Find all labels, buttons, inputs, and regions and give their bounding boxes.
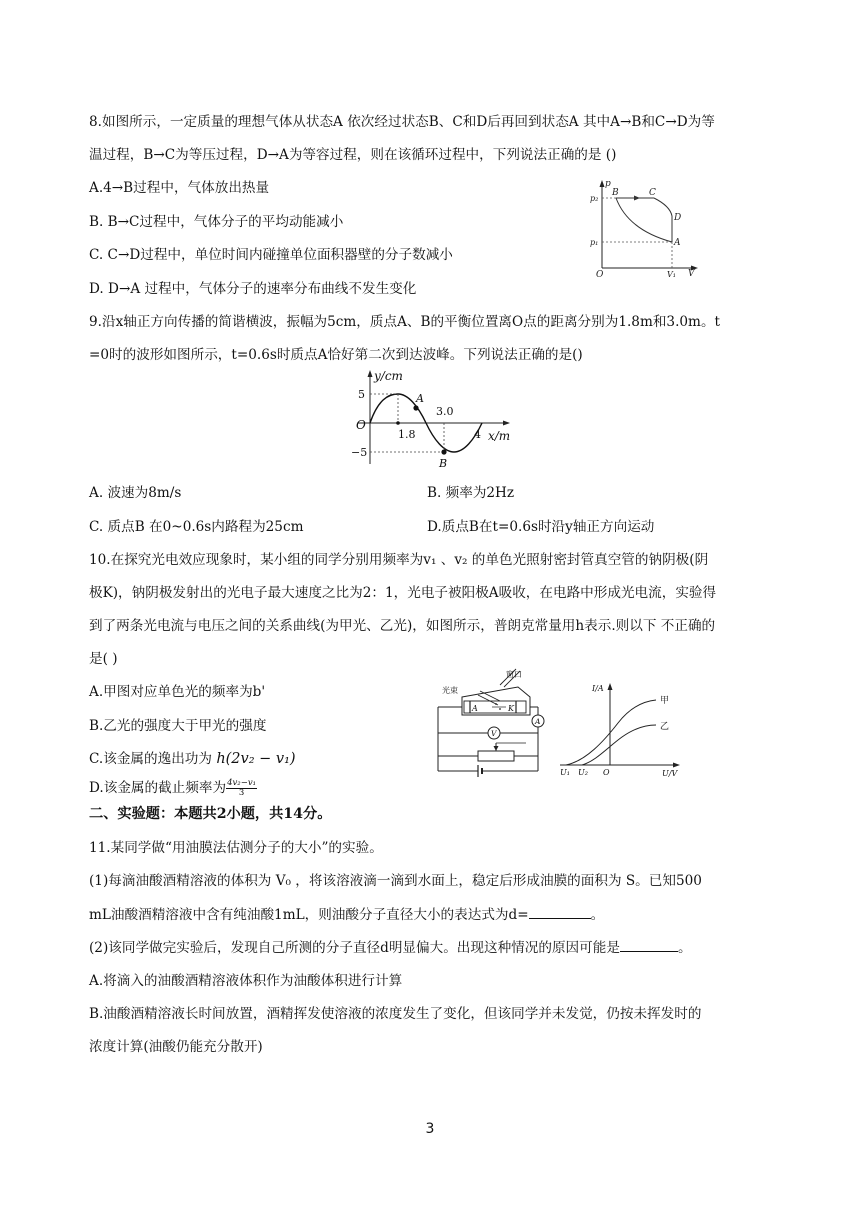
q8-point-b: B bbox=[612, 188, 619, 198]
q11-part1-end: 。 bbox=[590, 907, 605, 923]
q9-option-b: B. 频率为2Hz bbox=[427, 485, 515, 501]
q10-label-yi: 乙 bbox=[660, 722, 670, 732]
q10-option-c-text: C.该金属的逸出功为 bbox=[89, 751, 217, 767]
q11-part1-text: mL油酸酒精溶液中含有纯油酸1mL，则油酸分子直径大小的表达式为d= bbox=[89, 907, 529, 923]
q10-fraction-denominator: 3 bbox=[238, 788, 245, 798]
q8-option-a: A.4→B过程中，气体放出热量 bbox=[89, 180, 270, 196]
q8-label-v1: V₁ bbox=[667, 270, 676, 279]
q9-tick-1-8: 1.8 bbox=[398, 428, 416, 441]
q11-part1-line2 bbox=[89, 906, 604, 924]
q9-tick-5: 5 bbox=[358, 388, 365, 401]
q8-axis-v: V bbox=[688, 269, 695, 279]
q10-label-u1: U₁ bbox=[560, 768, 570, 777]
q8-point-a: A bbox=[674, 238, 681, 248]
q9-tick-neg5: −5 bbox=[351, 446, 368, 459]
page-number: 3 bbox=[425, 1121, 435, 1137]
q10-label-beam: 光束 bbox=[442, 686, 458, 695]
q10-stem-line2: 极K)，钠阴极发射出的光电子最大速度之比为2：1，光电子被阳极A吸收，在电路中形成光电流，实验得 bbox=[89, 585, 717, 601]
q10-axis-i: I/A bbox=[592, 684, 604, 693]
q10-option-d bbox=[89, 779, 257, 798]
q8-origin: O bbox=[596, 270, 604, 280]
q9-tick-4: 4 bbox=[474, 428, 481, 441]
q10-stem-line3: 到了两条光电流与电压之间的关系曲线(为甲光、乙光)，如图所示，普朗克常量用h表示.则以下 不正确的 bbox=[89, 618, 716, 634]
q10-label-u2: U₂ bbox=[578, 768, 588, 777]
q9-tick-3-0: 3.0 bbox=[436, 405, 454, 418]
q9-option-c: C. 质点B 在0~0.6s内路程为25cm bbox=[89, 519, 304, 535]
q9-axis-x: x/m bbox=[488, 429, 511, 443]
q11-stem: 11.某同学做“用油膜法估测分子的大小”的实验。 bbox=[89, 840, 383, 856]
section-2-heading: 二、实验题：本题共2小题，共14分。 bbox=[89, 806, 332, 822]
q10-stem-line4: 是( ) bbox=[89, 651, 118, 667]
q9-option-a: A. 波速为8m/s bbox=[89, 485, 182, 501]
q10-option-c-formula: h(2v₂ − v₁) bbox=[216, 751, 296, 767]
q8-option-c: C. C→D过程中，单位时间内碰撞单位面积器壁的分子数减小 bbox=[89, 247, 453, 263]
q8-option-d: D. D→A 过程中，气体分子的速率分布曲线不发生变化 bbox=[89, 281, 417, 297]
q10-option-d-fraction bbox=[226, 779, 257, 798]
q11-answer-blank-2[interactable] bbox=[620, 939, 678, 952]
q10-option-d-text: D.该金属的截止频率为 bbox=[89, 780, 227, 796]
q11-option-b-line2: 浓度计算(油酸仍能充分散开) bbox=[89, 1039, 263, 1055]
q8-axis-p: p bbox=[605, 179, 611, 189]
q11-part2-text: (2)该同学做完实验后，发现自己所测的分子直径d明显偏大。出现这种情况的原因可能是 bbox=[89, 940, 620, 956]
q11-part2-end: 。 bbox=[677, 940, 692, 956]
q10-fraction-numerator: 4v₂−v₁ bbox=[227, 778, 257, 788]
q10-label-window: 窗口 bbox=[506, 670, 522, 679]
q11-part1-line1: (1)每滴油酸酒精溶液的体积为 V₀ ，将该溶液滴一滴到水面上，稳定后形成油膜的面积为 S。已知500 bbox=[89, 873, 702, 889]
q9-point-a: A bbox=[416, 392, 424, 405]
q8-label-p1: p₁ bbox=[590, 238, 599, 247]
q9-point-b: B bbox=[439, 457, 448, 470]
q10-option-b: B.乙光的强度大于甲光的强度 bbox=[89, 718, 267, 734]
q11-answer-blank-1[interactable] bbox=[529, 906, 591, 919]
q11-part2-line bbox=[89, 939, 692, 957]
q10-option-c bbox=[89, 750, 296, 768]
q9-axis-y: y/cm bbox=[374, 369, 403, 383]
q8-point-d: D bbox=[674, 213, 682, 223]
q8-option-b: B. B→C过程中，气体分子的平均动能减小 bbox=[89, 214, 344, 230]
q10-graph-origin: O bbox=[603, 768, 610, 777]
q9-origin: O bbox=[356, 418, 366, 432]
q9-wave-diagram bbox=[350, 368, 520, 472]
q10-ammeter: A bbox=[535, 717, 541, 726]
q9-stem-line2: =0时的波形如图所示，t=0.6s时质点A恰好第二次到达波峰。下列说法正确的是() bbox=[89, 347, 583, 363]
q8-pv-diagram bbox=[588, 178, 700, 278]
q10-label-anode: A bbox=[472, 704, 478, 713]
q8-point-c: C bbox=[649, 188, 656, 198]
q10-axis-u: U/V bbox=[662, 769, 678, 778]
q10-circuit-diagram bbox=[434, 667, 546, 777]
q10-label-jia: 甲 bbox=[660, 696, 670, 706]
q9-option-d: D.质点B在t=0.6s时沿y轴正方向运动 bbox=[427, 519, 655, 535]
q9-stem-line1: 9.沿x轴正方向传播的简谐横波，振幅为5cm，质点A、B的平衡位置离O点的距离分别为1.8m和3.0m。t bbox=[89, 314, 720, 330]
q8-label-p2: p₂ bbox=[590, 194, 599, 203]
q10-stem-line1: 10.在探究光电效应现象时，某小组的同学分别用频率为v₁ 、v₂ 的单色光照射密封管真空管的钠阴极(阴 bbox=[89, 552, 709, 568]
q8-stem-line2: 温过程，B→C为等压过程，D→A为等容过程，则在该循环过程中，下列说法正确的是 () bbox=[89, 147, 617, 163]
q11-option-b-line1: B.油酸酒精溶液长时间放置，酒精挥发使溶液的浓度发生了变化，但该同学并未发觉，仍按未挥发时的 bbox=[89, 1006, 702, 1022]
q10-iv-graph bbox=[556, 681, 686, 777]
q11-option-a: A.将滴入的油酸酒精溶液体积作为油酸体积进行计算 bbox=[89, 973, 403, 989]
q8-stem-line1: 8.如图所示，一定质量的理想气体从状态A 依次经过状态B、C和D后再回到状态A 其中A→B和C→D为等 bbox=[89, 114, 715, 130]
q10-voltmeter: V bbox=[491, 729, 497, 738]
q10-option-a: A.甲图对应单色光的频率为b' bbox=[89, 684, 266, 700]
q10-label-cathode: K bbox=[508, 704, 514, 713]
